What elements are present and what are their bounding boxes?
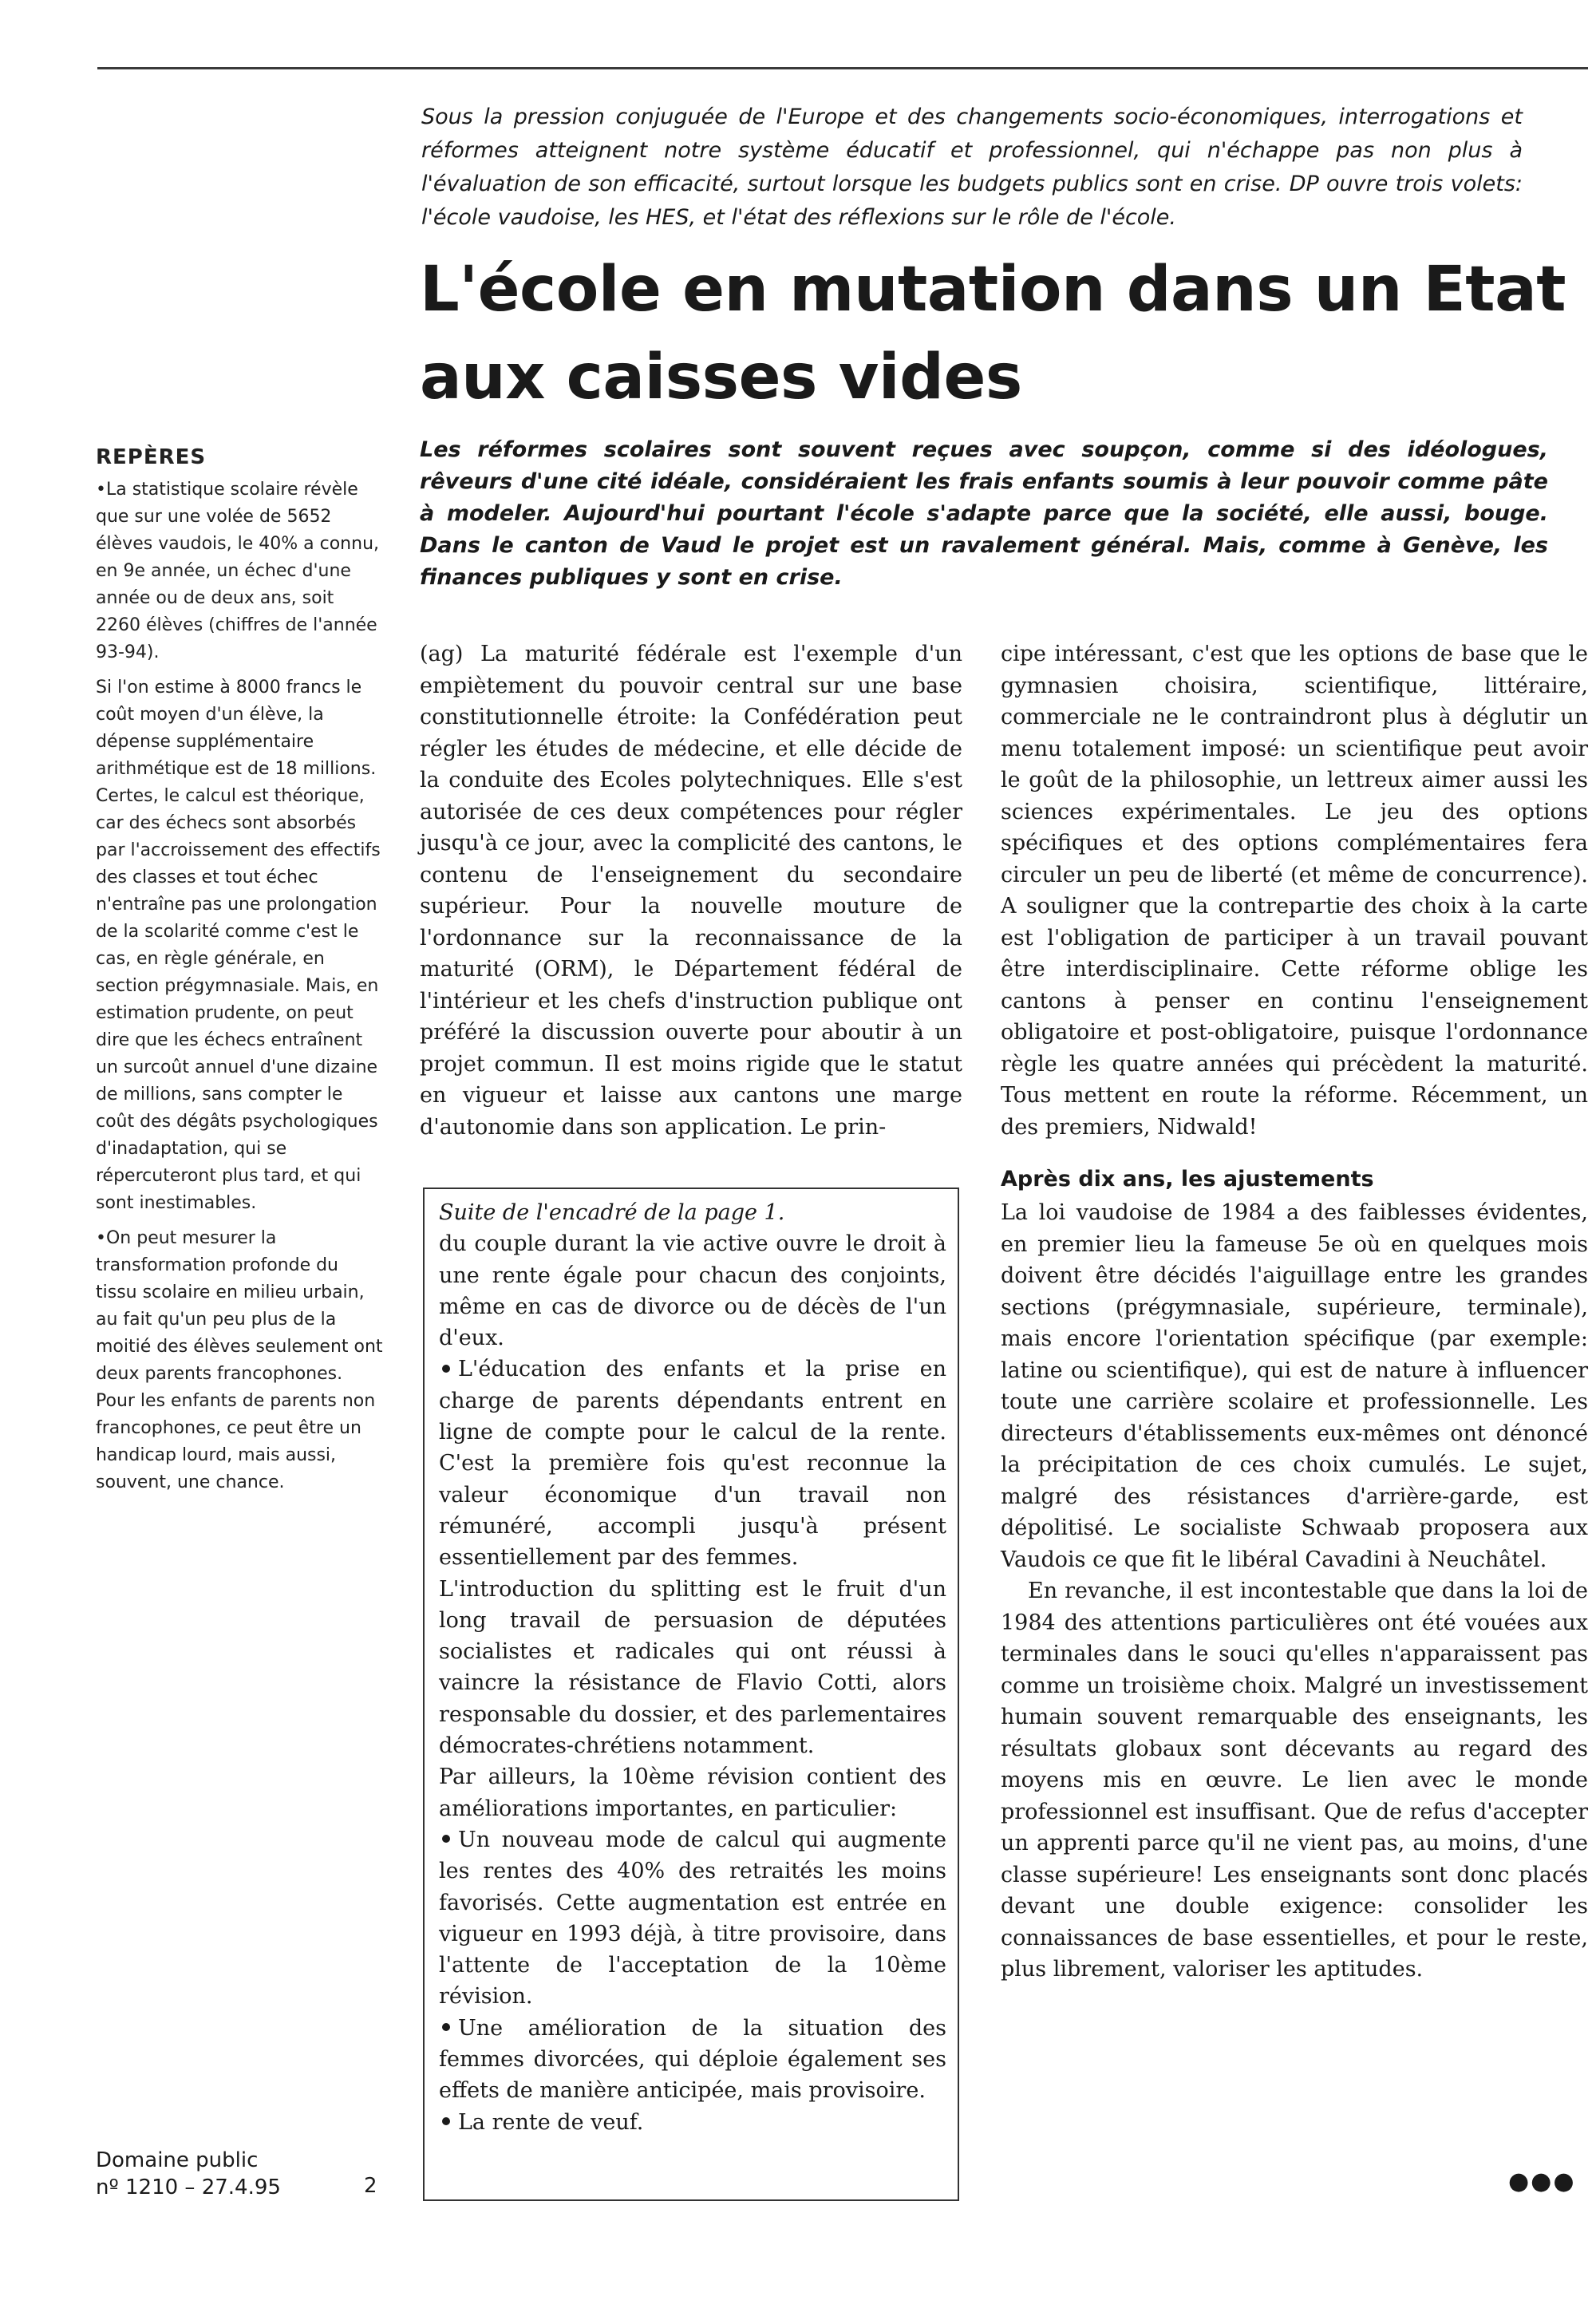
box-paragraph: L'introduction du splitting est le fruit d'un long travail de persuasion de députées socialistes et radicales qui ont réussi à vaincre la résistance de Flavio Cotti, alors responsable du dossier, et des parlementaires démocrates-chrétiens notamment. — [439, 1576, 946, 1759]
sidebar-paragraph: •La statistique scolaire révèle que sur une volée de 5652 élèves vaudois, le 40% a connu, en 9e année, un échec d'une année ou de deux ans, soit 2260 élèves (chiffres de l'année 93-94). — [96, 480, 380, 662]
box-bullet-item: Une amélioration de la situation des femmes divorcées, qui déploie également ses effets de manière anticipée, mais provisoire. — [439, 2015, 946, 2104]
article-lead: Les réformes scolaires sont souvent reçues avec soupçon, comme si des idéologues, rêveurs d'une cité idéale, considéraient les frais enfants soumis à leur pouvoir comme pâte à modeler. Aujourd'hui pourtant l'école s'adapte parce que la société, elle aussi, bouge. Dans le canton de Vaud le projet est un ravalement général. Mais, comme à Genève, les finances publiques y sont en crise. — [420, 437, 1548, 590]
sidebar-title: REPÈRES — [96, 445, 207, 469]
intro-text: Sous la pression conjuguée de l'Europe et des changements socio-économiques, interrogations et réformes atteignent notre système éducatif et professionnel, qui n'échappe pas non plus à l'évaluation de son efficacité, surtout lorsque les budgets publics sont en crise. DP ouvre trois volets: l'école vaudoise, les HES, et l'état des réflexions sur le rôle de l'école. — [421, 105, 1523, 230]
bullet-icon — [442, 2023, 450, 2031]
section-heading: Après dix ans, les ajustements — [1001, 1167, 1374, 1191]
body-paragraph: cipe intéressant, c'est que les options de base que le gymnasien choisira, scientifique, littéraire, commerciale ne le contraindront plus à déglutir un menu totalement imposé: un scientifique peut avoir le goût de la philosophie, un lettreux aimer aussi les sciences expérimentales. Le jeu des options spécifiques et des options complémentaires fera circuler un peu de liberté (et même de concurrence). A souligner que la contrepartie des choix à la carte est l'obligation de participer à un travail pouvant être interdisciplinaire. Cette réforme oblige les cantons à penser en continu l'enseignement obligatoire et post-obligatoire, puisque l'ordonnance règle les quatre années qui précèdent la maturité. Tous mettent en route la réforme. Récemment, un des premiers, Nidwald! — [1001, 642, 1588, 1140]
article-column-right — [1001, 638, 1588, 1986]
box-bullet-item: Un nouveau mode de calcul qui augmente les rentes des 40% des retraités les moins favorisés. Cette augmentation est entrée en vigueur en 1993 déjà, à titre provisoire, dans l'attente de l'acceptation de la 10ème révision. — [439, 1827, 946, 2010]
publication-name: Domaine public — [96, 2148, 259, 2172]
body-paragraph: En revanche, il est incontestable que dans la loi de 1984 des attentions particulières ont été vouées aux terminales dans le souci qu'elles n'apparaissent pas comme un troisième choix. Malgré un investissement humain souvent remarquable des enseignants, les résultats globaux sont décevants au regard des moyens mis en œuvre. Le lien avec le monde professionnel est insuffisant. Que de refus d'accepter un apprenti parce qu'il ne vient pas, au moins, d'une classe supérieure! Les enseignants sont donc placés devant une double exigence: consolider les connaissances de base essentielles, et pour le reste, plus librement, valoriser les aptitudes. — [1001, 1579, 1588, 1982]
publication-footer — [96, 2147, 383, 2201]
sidebar-paragraph: Si l'on estime à 8000 francs le coût moyen d'un élève, la dépense supplémentaire arithmétique est de 18 millions. Certes, le calcul est théorique, car des échecs sont absorbés par l'accroissement des effectifs des classes et tout échec n'entraîne pas une prolongation de la scolarité comme c'est le cas, en règle générale, en section prégymnasiale. Mais, en estimation prudente, on peut dire que les échecs entraînent un surcoût annuel d'une dizaine de millions, sans compter le coût des dégâts psychologiques d'inadaptation, qui se répercuteront plus tard, et qui sont inestimables. — [96, 678, 381, 1213]
headline-line-1: L'école en mutation dans un Etat — [420, 254, 1566, 326]
headline-line-2: aux caisses vides — [420, 342, 1022, 413]
bullet-icon — [442, 1835, 450, 1843]
body-paragraph: (ag) La maturité fédérale est l'exemple d'un empiètement du pouvoir central sur une base constitutionnelle étroite: la Confédération peut régler les études de médecine, et elle décide de la conduite des Ecoles polytechniques. Elle s'est autorisée de ces deux compétences pour régler jusqu'à ce jour, avec la complicité des cantons, le contenu de l'enseignement du secondaire supérieur. Pour la nouvelle mouture de l'ordonnance sur la reconnaissance de la maturité (ORM), le Département fédéral de l'intérieur et les chefs d'instruction publique ont préféré la discussion ouverte pour aboutir à un projet commun. Il est moins rigide que le statut en vigueur et laisse aux cantons une marge d'autonomie dans son application. Le prin- — [420, 642, 962, 1140]
article-column-left — [420, 638, 962, 1143]
continued-box — [423, 1188, 959, 2201]
issue-number: nº 1210 – 27.4.95 — [96, 2176, 281, 2199]
page-number: 2 — [364, 2174, 377, 2198]
reperes-sidebar — [96, 443, 383, 1504]
body-paragraph: La loi vaudoise de 1984 a des faiblesses évidentes, en premier lieu la fameuse 5e où en quelques mois doivent être décidés l'aiguillage entre les grandes sections (prégymnasiale, supérieure, terminale), mais encore l'orientation spécifique (par exemple: latine ou scientifique), qui est de nature à influencer toute une carrière scolaire et professionnelle. Les directeurs d'établissements eux-mêmes ont dénoncé la précipitation de ces choix cumulés. Le sujet, malgré des résistances d'arrière-garde, est dépolitisé. Le socialiste Schwaab proposera aux Vaudois ce que fit le libéral Cavadini à Neuchâtel. — [1001, 1200, 1588, 1572]
box-bullet-item: L'éducation des enfants et la prise en charge de parents dépendants entrent en ligne de compte pour le calcul de la rente. C'est la première fois qu'est reconnue la valeur économique d'un travail non rémunéré, accompli jusqu'à présent essentiellement par des femmes. — [439, 1357, 946, 1571]
sidebar-paragraph: •On peut mesurer la transformation profonde du tissu scolaire en milieu urbain, au fait qu'un peu plus de la moitié des élèves seulement ont deux parents francophones. Pour les enfants de parents non francophones, ce peut être un handicap lourd, mais aussi, souvent, une chance. — [96, 1228, 383, 1492]
box-bullet-item: La rente de veuf. — [439, 2107, 946, 2138]
box-caption: Suite de l'encadré de la page 1. — [439, 1200, 785, 1225]
box-paragraph: Par ailleurs, la 10ème révision contient des améliorations importantes, en particulier: — [439, 1765, 946, 1821]
article-headline — [420, 246, 1569, 421]
bullet-icon — [442, 2117, 450, 2125]
top-rule — [97, 67, 1588, 69]
bullet-icon — [442, 1365, 450, 1373]
box-paragraph: du couple durant la vie active ouvre le droit à une rente égale pour chacun des conjoints, même en cas de divorce ou de décès de l'un d'eux. — [439, 1231, 946, 1351]
end-of-article-mark: ●●● — [1508, 2168, 1576, 2195]
